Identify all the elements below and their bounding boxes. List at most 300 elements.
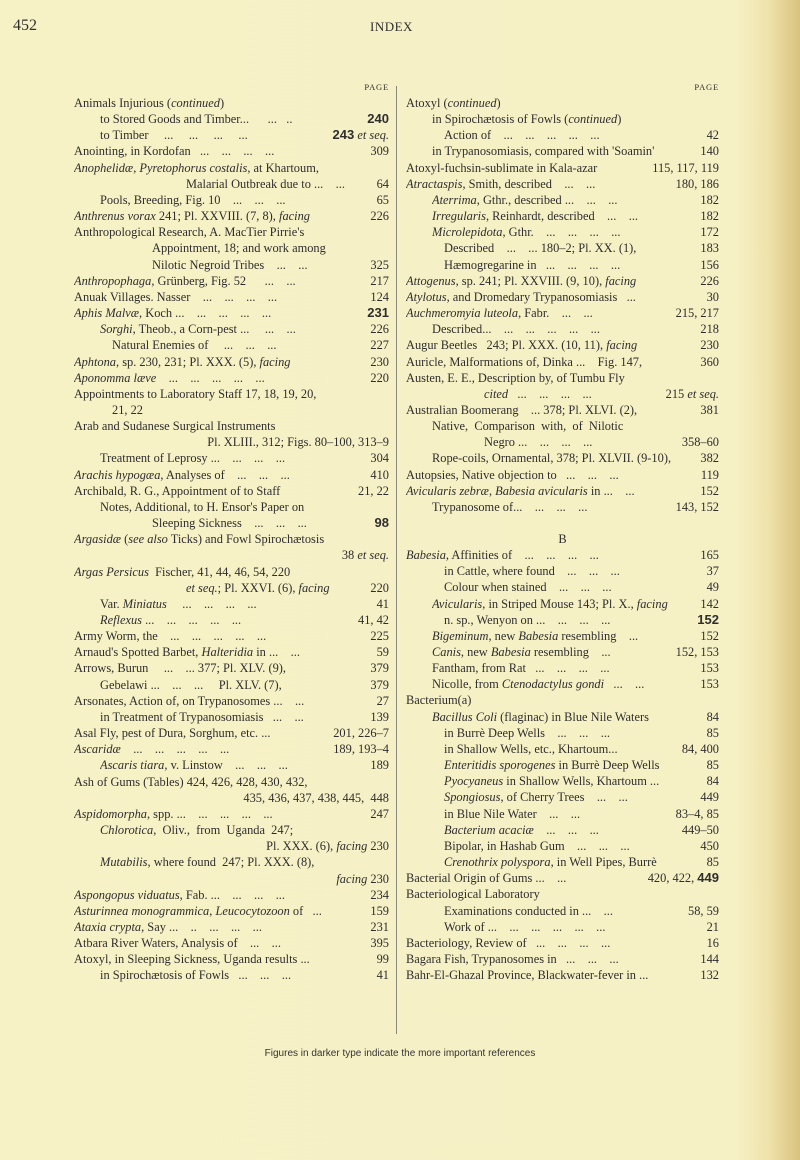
entry-heading: Canis, new Babesia resembling ... bbox=[432, 645, 611, 659]
entry-heading: Colour when stained ... ... ... bbox=[444, 580, 612, 595]
index-entry bbox=[406, 143, 719, 159]
entry-heading: Arachis hypogæa, Analyses of ... ... ... bbox=[74, 467, 290, 482]
entry-heading: Aponomma læve ... ... ... ... ... bbox=[74, 370, 265, 385]
entry-heading: Aterrima, Gthr., described ... ... ... bbox=[432, 192, 618, 207]
entry-heading: Anthropological Research, A. MacTier Pirrie's bbox=[74, 225, 305, 240]
page-column-label: PAGE bbox=[364, 82, 389, 92]
index-entry bbox=[74, 693, 389, 709]
entry-heading: in Blue Nile Water ... ... bbox=[444, 806, 581, 821]
entry-page-ref: 243 et seq. bbox=[332, 127, 389, 143]
entry-heading: Bigeminum, new Babesia resembling ... bbox=[432, 628, 639, 643]
entry-heading: Var. Miniatus ... ... ... ... bbox=[100, 596, 257, 611]
index-entry bbox=[406, 224, 719, 240]
entry-page-ref: 395 bbox=[370, 936, 389, 951]
index-entry bbox=[406, 192, 719, 208]
entry-page-ref: 410 bbox=[370, 467, 389, 482]
index-entry bbox=[74, 240, 389, 256]
column-divider bbox=[396, 86, 397, 1034]
entry-heading: Anuak Villages. Nasser ... ... ... ... bbox=[74, 289, 278, 304]
entry-heading: in Cattle, where found ... ... ... bbox=[444, 564, 620, 579]
entry-page-ref: 231 bbox=[367, 305, 389, 321]
entry-heading: Chlorotica, Oliv., from Uganda 247; bbox=[100, 823, 294, 838]
entry-page-ref: 215, 217 bbox=[675, 306, 719, 321]
entry-page-ref: 119 bbox=[700, 467, 719, 482]
index-entry bbox=[74, 677, 389, 693]
entry-heading: Work of ... ... ... ... ... ... bbox=[444, 919, 606, 934]
index-entry bbox=[74, 564, 389, 580]
entry-heading: Bacterium(a) bbox=[406, 693, 472, 708]
index-entry bbox=[74, 127, 389, 143]
entry-page-ref: 21, 22 bbox=[358, 483, 389, 498]
entry-heading: Archibald, R. G., Appointment of to Staff bbox=[74, 483, 281, 498]
entry-heading: Bacterial Origin of Gums ... ... bbox=[406, 871, 567, 886]
entry-list-b bbox=[406, 547, 719, 983]
entry-heading: Notes, Additional, to H. Ensor's Paper on bbox=[100, 499, 305, 514]
entry-heading: Animals Injurious (continued) bbox=[74, 96, 225, 110]
entry-heading: Microlepidota, Gthr. ... ... ... ... bbox=[432, 225, 621, 240]
index-entry bbox=[406, 709, 719, 725]
entry-page-ref: 85 bbox=[706, 758, 719, 773]
entry-page-ref: Pl. XLIII., 312; Figs. 80–100, 313–9 bbox=[207, 435, 389, 450]
entry-page-ref: 152, 153 bbox=[675, 645, 719, 659]
entry-heading: Examinations conducted in ... ... bbox=[444, 903, 613, 918]
index-entry bbox=[74, 467, 389, 483]
entry-heading: Auchmeromyia luteola, Fabr. ... ... bbox=[406, 306, 593, 321]
index-entry bbox=[406, 240, 719, 256]
index-entry bbox=[74, 192, 389, 208]
index-entry bbox=[74, 935, 389, 951]
index-entry bbox=[74, 871, 389, 887]
entry-heading: Pyocyaneus in Shallow Wells, Khartoum ... bbox=[444, 774, 660, 789]
entry-page-ref: 309 bbox=[370, 144, 389, 159]
entry-heading: Bipolar, in Hashab Gum ... ... ... bbox=[444, 838, 630, 853]
index-column-right bbox=[406, 80, 719, 983]
index-entry bbox=[406, 563, 719, 579]
entry-heading: Bacteriology, Review of ... ... ... ... bbox=[406, 935, 611, 950]
entry-page-ref: 382 bbox=[700, 451, 719, 466]
index-entry bbox=[74, 790, 389, 806]
entry-page-ref: 450 bbox=[700, 838, 719, 853]
index-entry bbox=[74, 176, 389, 192]
index-entry bbox=[406, 305, 719, 321]
index-entry bbox=[406, 886, 719, 902]
index-entry bbox=[406, 483, 719, 499]
index-entry bbox=[74, 273, 389, 289]
entry-heading: Ascaridæ ... ... ... ... ... bbox=[74, 742, 230, 757]
entry-page-ref: 218 bbox=[700, 322, 719, 337]
index-entry bbox=[74, 370, 389, 386]
entry-page-ref: 379 bbox=[370, 661, 389, 676]
entry-page-ref: Pl. XXX. (6), facing 230 bbox=[266, 839, 389, 854]
entry-heading: Action of ... ... ... ... ... bbox=[444, 128, 600, 143]
entry-page-ref: 144 bbox=[700, 951, 719, 966]
entry-heading: Atractaspis, Smith, described ... ... bbox=[406, 176, 596, 191]
index-entry bbox=[74, 160, 389, 176]
entry-page-ref: 220 bbox=[370, 370, 389, 385]
entry-heading: Australian Boomerang ... 378; Pl. XLVI. (2), bbox=[406, 402, 638, 417]
entry-page-ref: 84 bbox=[706, 774, 719, 789]
index-entry bbox=[74, 257, 389, 273]
entry-heading: Ascaris tiara, v. Linstow ... ... ... bbox=[100, 758, 288, 773]
entry-heading: to Timber ... ... ... ... bbox=[100, 128, 248, 143]
index-entry bbox=[74, 418, 389, 434]
entry-heading: in Trypanosomiasis, compared with 'Soamin' bbox=[432, 144, 655, 159]
index-entry bbox=[406, 919, 719, 935]
index-entry bbox=[74, 967, 389, 983]
entry-page-ref: 182 bbox=[700, 209, 719, 224]
index-entry bbox=[74, 774, 389, 790]
running-head: INDEX bbox=[370, 19, 413, 34]
entry-heading: Appointments to Laboratory Staff 17, 18, 19, 20, bbox=[74, 386, 317, 401]
index-entry bbox=[406, 644, 719, 660]
index-entry bbox=[406, 967, 719, 983]
entry-heading: Augur Beetles 243; Pl. XXX. (10, 11), facing bbox=[406, 338, 638, 353]
index-entry bbox=[74, 822, 389, 838]
index-entry bbox=[406, 289, 719, 305]
index-entry bbox=[406, 579, 719, 595]
entry-page-ref: 16 bbox=[706, 935, 719, 950]
entry-page-ref: 85 bbox=[706, 725, 719, 740]
section-letter: B bbox=[558, 532, 567, 547]
entry-page-ref: 30 bbox=[706, 289, 719, 304]
entry-heading: Argasidæ (see also Ticks) and Fowl Spirochætosis bbox=[74, 532, 325, 547]
entry-page-ref: 230 bbox=[370, 354, 389, 369]
index-entry bbox=[74, 143, 389, 159]
entry-heading: in Spirochætosis of Fowls (continued) bbox=[432, 112, 622, 127]
index-entry bbox=[74, 741, 389, 757]
entry-heading: Avicularis, in Striped Mouse 143; Pl. X., facing bbox=[432, 596, 668, 611]
index-entry bbox=[74, 386, 389, 402]
index-entry bbox=[406, 725, 719, 741]
entry-page-ref: 41 bbox=[376, 968, 389, 983]
entry-heading: Treatment of Leprosy ... ... ... ... bbox=[100, 451, 286, 466]
entry-heading: Nilotic Negroid Tribes ... ... bbox=[152, 257, 308, 272]
index-entry bbox=[74, 208, 389, 224]
entry-heading: Spongiosus, of Cherry Trees ... ... bbox=[444, 790, 628, 805]
index-entry bbox=[406, 676, 719, 692]
index-entry bbox=[74, 531, 389, 547]
index-entry bbox=[406, 160, 719, 176]
index-entry bbox=[406, 127, 719, 143]
entry-page-ref: 231 bbox=[370, 919, 389, 934]
index-entry bbox=[74, 919, 389, 935]
entry-heading: Anthrenus vorax 241; Pl. XXVIII. (7, 8), facing bbox=[74, 209, 310, 224]
entry-page-ref: 42 bbox=[706, 128, 719, 143]
index-entry bbox=[74, 757, 389, 773]
entry-page-ref: 84, 400 bbox=[681, 741, 719, 756]
index-entry bbox=[406, 111, 719, 127]
entry-heading: Argas Persicus Fischer, 41, 44, 46, 54, 220 bbox=[74, 564, 291, 579]
entry-heading: Negro ... ... ... ... bbox=[484, 435, 593, 450]
page-column-label: PAGE bbox=[694, 82, 719, 92]
index-entry bbox=[74, 499, 389, 515]
entry-page-ref: 27 bbox=[376, 693, 389, 708]
index-entry bbox=[406, 321, 719, 337]
entry-page-ref: 142 bbox=[700, 596, 719, 611]
index-entry bbox=[406, 257, 719, 273]
entry-page-ref: 41, 42 bbox=[358, 613, 389, 627]
index-entry bbox=[74, 951, 389, 967]
entry-heading: Native, Comparison with, of Nilotic bbox=[432, 419, 624, 434]
index-entry bbox=[74, 660, 389, 676]
index-entry bbox=[74, 337, 389, 353]
index-entry bbox=[406, 434, 719, 450]
entry-page-ref: 165 bbox=[700, 548, 719, 563]
entry-heading: Fantham, from Rat ... ... ... ... bbox=[432, 661, 610, 676]
entry-heading: Reflexus ... ... ... ... ... bbox=[100, 613, 242, 627]
index-entry bbox=[406, 870, 719, 886]
entry-page-ref: 379 bbox=[370, 677, 389, 692]
entry-heading: Described... ... ... ... ... ... bbox=[432, 322, 600, 337]
index-entry bbox=[406, 903, 719, 919]
entry-page-ref: 240 bbox=[367, 111, 389, 127]
index-entry bbox=[74, 612, 389, 628]
index-entry bbox=[74, 838, 389, 854]
index-entry bbox=[74, 806, 389, 822]
entry-heading: Bacteriological Laboratory bbox=[406, 887, 540, 902]
page-number: 452 bbox=[13, 17, 37, 34]
index-entry bbox=[406, 660, 719, 676]
entry-page-ref: 215 et seq. bbox=[665, 386, 719, 401]
index-entry bbox=[74, 854, 389, 870]
index-entry bbox=[406, 418, 719, 434]
index-entry bbox=[74, 354, 389, 370]
entry-page-ref: 115, 117, 119 bbox=[652, 160, 719, 175]
entry-page-ref: 21 bbox=[706, 919, 719, 934]
entry-heading: Bacterium acaciæ ... ... ... bbox=[444, 822, 599, 837]
entry-page-ref: 201, 226–7 bbox=[333, 726, 389, 741]
entry-heading: Attogenus, sp. 241; Pl. XXVIII. (9, 10), facing bbox=[406, 273, 637, 288]
index-entry bbox=[406, 951, 719, 967]
entry-page-ref: 99 bbox=[376, 952, 389, 967]
entry-page-ref: 152 bbox=[700, 483, 719, 498]
entry-heading: Ash of Gums (Tables) 424, 426, 428, 430, 432, bbox=[74, 774, 308, 789]
index-entry bbox=[406, 402, 719, 418]
entry-page-ref: 226 bbox=[700, 273, 719, 288]
index-entry bbox=[406, 176, 719, 192]
index-entry bbox=[74, 224, 389, 240]
index-entry bbox=[74, 903, 389, 919]
entry-heading: Nicolle, from Ctenodactylus gondi ... ... bbox=[432, 677, 645, 692]
entry-heading: to Stored Goods and Timber... ... .. bbox=[100, 112, 293, 127]
entry-page-ref: facing 230 bbox=[336, 871, 389, 886]
entry-page-ref: 304 bbox=[370, 451, 389, 466]
entry-page-ref: 225 bbox=[370, 629, 389, 644]
entry-page-ref: 182 bbox=[700, 192, 719, 207]
entry-page-ref: 220 bbox=[370, 580, 389, 595]
entry-heading: Ataxia crypta, Say ... .. ... ... ... bbox=[74, 919, 262, 934]
entry-heading: Arsonates, Action of, on Trypanosomes ... ... bbox=[74, 693, 305, 708]
entry-heading: Atoxyl (continued) bbox=[406, 96, 501, 110]
entry-page-ref: 49 bbox=[706, 580, 719, 595]
entry-page-ref: 234 bbox=[370, 887, 389, 902]
index-entry bbox=[74, 95, 389, 111]
index-entry bbox=[74, 402, 389, 418]
index-entry bbox=[74, 434, 389, 450]
entry-heading: Enteritidis sporogenes in Burrè Deep Wells bbox=[444, 758, 660, 773]
index-entry bbox=[406, 822, 719, 838]
index-entry bbox=[406, 692, 719, 708]
index-entry bbox=[406, 467, 719, 483]
index-entry bbox=[74, 580, 389, 596]
index-entry bbox=[406, 95, 719, 111]
entry-heading: Sorghi, Theob., a Corn-pest ... ... ... bbox=[100, 322, 296, 337]
index-entry bbox=[406, 354, 719, 370]
entry-heading: Autopsies, Native objection to ... ... ... bbox=[406, 467, 619, 482]
index-column-left bbox=[74, 80, 389, 984]
entry-heading: Bacillus Coli (flaginac) in Blue Nile Waters bbox=[432, 709, 649, 724]
entry-page-ref: 139 bbox=[370, 709, 389, 724]
entry-page-ref: 325 bbox=[370, 257, 389, 272]
entry-page-ref: 217 bbox=[370, 273, 389, 288]
entry-heading: cited ... ... ... ... bbox=[484, 386, 592, 401]
entry-page-ref: 98 bbox=[374, 515, 389, 531]
entry-heading: n. sp., Wenyon on ... ... ... ... bbox=[444, 612, 611, 627]
entry-page-ref: 420, 422, 449 bbox=[647, 870, 719, 886]
index-entry bbox=[74, 289, 389, 305]
entry-heading: Asal Fly, pest of Dura, Sorghum, etc. ... bbox=[74, 726, 271, 741]
entry-heading: Sleeping Sickness ... ... ... bbox=[152, 516, 307, 531]
entry-heading: Natural Enemies of ... ... ... bbox=[112, 338, 277, 353]
entry-heading: Arnaud's Spotted Barbet, Halteridia in ... ... bbox=[74, 645, 300, 660]
index-entry bbox=[406, 806, 719, 822]
entry-page-ref: 449–50 bbox=[681, 822, 719, 837]
index-entry bbox=[406, 370, 719, 386]
entry-heading: Anthropophaga, Grünberg, Fig. 52 ... ... bbox=[74, 273, 296, 288]
index-entry bbox=[406, 773, 719, 789]
entry-page-ref: 381 bbox=[700, 402, 719, 417]
entry-heading: Bahr-El-Ghazal Province, Blackwater-fever in ... bbox=[406, 968, 649, 983]
entry-heading: Irregularis, Reinhardt, described ... ... bbox=[432, 209, 639, 224]
entry-heading: Arab and Sudanese Surgical Instruments bbox=[74, 419, 276, 434]
entry-page-ref: 41 bbox=[376, 596, 389, 611]
entry-page-ref: 360 bbox=[700, 354, 719, 369]
entry-heading: Arrows, Burun ... ... 377; Pl. XLV. (9), bbox=[74, 661, 287, 676]
entry-heading: in Spirochætosis of Fowls ... ... ... bbox=[100, 968, 292, 983]
index-entry bbox=[406, 628, 719, 644]
entry-heading: Crenothrix polyspora, in Well Pipes, Burrè bbox=[444, 855, 657, 870]
entry-page-ref: 140 bbox=[700, 144, 719, 159]
index-entry bbox=[74, 709, 389, 725]
entry-page-ref: 152 bbox=[700, 628, 719, 643]
entry-heading: Aphis Malvæ, Koch ... ... ... ... ... bbox=[74, 306, 272, 321]
index-entry bbox=[406, 741, 719, 757]
entry-page-ref: 37 bbox=[706, 564, 719, 579]
index-entry bbox=[406, 337, 719, 353]
entry-page-ref: 156 bbox=[700, 257, 719, 272]
entry-page-ref: 64 bbox=[376, 176, 389, 191]
entry-heading: Rope-coils, Ornamental, 378; Pl. XLVII. (9-10), bbox=[432, 451, 672, 466]
index-entry bbox=[406, 854, 719, 870]
entry-page-ref: 65 bbox=[376, 192, 389, 207]
index-entry bbox=[406, 935, 719, 951]
index-entry bbox=[406, 208, 719, 224]
entry-heading: Avicularis zebræ, Babesia avicularis in ... ... bbox=[406, 483, 635, 498]
entry-heading: Asturinnea monogrammica, Leucocytozoon of ... bbox=[74, 903, 322, 918]
index-entry bbox=[406, 499, 719, 515]
entry-page-ref: 227 bbox=[370, 338, 389, 353]
index-entry bbox=[406, 612, 719, 628]
index-entry bbox=[74, 515, 389, 531]
index-entry bbox=[74, 450, 389, 466]
entry-heading: in Treatment of Trypanosomiasis ... ... bbox=[100, 709, 304, 724]
index-entry bbox=[406, 450, 719, 466]
index-entry bbox=[74, 321, 389, 337]
index-entry bbox=[74, 596, 389, 612]
index-entry bbox=[74, 483, 389, 499]
entry-page-ref: 58, 59 bbox=[688, 903, 719, 918]
entry-page-ref: 189 bbox=[370, 758, 389, 773]
entry-page-ref: 189, 193–4 bbox=[333, 742, 389, 757]
entry-page-ref: 172 bbox=[700, 225, 719, 240]
entry-heading: Hæmogregarine in ... ... ... ... bbox=[444, 257, 621, 272]
index-entry bbox=[74, 305, 389, 321]
index-entry bbox=[74, 725, 389, 741]
index-entry bbox=[406, 757, 719, 773]
entry-heading: Auricle, Malformations of, Dinka ... Fig. 147, bbox=[406, 354, 643, 369]
entry-heading: in Burrè Deep Wells ... ... ... bbox=[444, 725, 611, 740]
entry-heading: Atbara River Waters, Analysis of ... ... bbox=[74, 936, 281, 951]
entry-page-ref: 85 bbox=[706, 855, 719, 870]
index-entry bbox=[406, 273, 719, 289]
entry-list-left bbox=[74, 95, 389, 984]
index-entry bbox=[406, 789, 719, 805]
index-entry bbox=[74, 887, 389, 903]
entry-heading: Described ... ... 180–2; Pl. XX. (1), bbox=[444, 241, 637, 256]
entry-page-ref: 152 bbox=[697, 611, 719, 627]
entry-page-ref: 449 bbox=[700, 790, 719, 805]
entry-page-ref: 59 bbox=[376, 645, 389, 660]
entry-page-ref: 153 bbox=[700, 677, 719, 692]
entry-page-ref: 132 bbox=[700, 968, 719, 983]
entry-list-right bbox=[406, 95, 719, 515]
entry-heading: Atoxyl, in Sleeping Sickness, Uganda results ... bbox=[74, 952, 310, 967]
entry-heading: Aspidomorpha, spp. ... ... ... ... ... bbox=[74, 806, 273, 821]
entry-page-ref: 143, 152 bbox=[675, 499, 719, 514]
footnote: Figures in darker type indicate the more important references bbox=[264, 1048, 536, 1059]
index-entry bbox=[406, 838, 719, 854]
entry-heading: Aspongopus viduatus, Fab. ... ... ... ... bbox=[74, 887, 285, 902]
index-entry bbox=[74, 628, 389, 644]
entry-page-ref: 435, 436, 437, 438, 445, 448 bbox=[243, 790, 389, 805]
entry-page-ref: 226 bbox=[370, 322, 389, 337]
index-entry bbox=[406, 547, 719, 563]
entry-page-ref: 183 bbox=[700, 241, 719, 256]
entry-page-ref: 180, 186 bbox=[675, 176, 719, 191]
entry-heading: Babesia, Affinities of ... ... ... ... bbox=[406, 548, 599, 563]
entry-page-ref: 124 bbox=[370, 289, 389, 304]
index-entry bbox=[406, 386, 719, 402]
entry-heading: Atylotus, and Dromedary Trypanosomiasis ... bbox=[406, 289, 636, 304]
entry-heading: in Shallow Wells, etc., Khartoum... bbox=[444, 741, 618, 756]
entry-heading: et seq.; Pl. XXVI. (6), facing bbox=[186, 580, 330, 595]
index-entry bbox=[406, 596, 719, 612]
entry-heading: Pools, Breeding, Fig. 10 ... ... ... bbox=[100, 192, 286, 207]
entry-page-ref: 358–60 bbox=[681, 435, 719, 450]
entry-page-ref: 38 et seq. bbox=[341, 548, 389, 563]
entry-heading: Mutabilis, where found 247; Pl. XXX. (8), bbox=[100, 855, 315, 870]
entry-page-ref: 153 bbox=[700, 661, 719, 676]
entry-heading: Aphtona, sp. 230, 231; Pl. XXX. (5), facing bbox=[74, 354, 291, 369]
entry-heading: Gebelawi ... ... ... Pl. XLV. (7), bbox=[100, 677, 282, 692]
entry-heading: 21, 22 bbox=[112, 402, 143, 417]
index-entry bbox=[74, 111, 389, 127]
entry-heading: Anophelidæ, Pyretophorus costalis, at Khartoum, bbox=[74, 160, 319, 175]
entry-page-ref: 84 bbox=[706, 709, 719, 724]
entry-heading: Trypanosome of... ... ... ... bbox=[432, 499, 588, 514]
entry-heading: Atoxyl-fuchsin-sublimate in Kala-azar bbox=[406, 160, 598, 175]
entry-heading: Appointment, 18; and work among bbox=[152, 241, 326, 256]
